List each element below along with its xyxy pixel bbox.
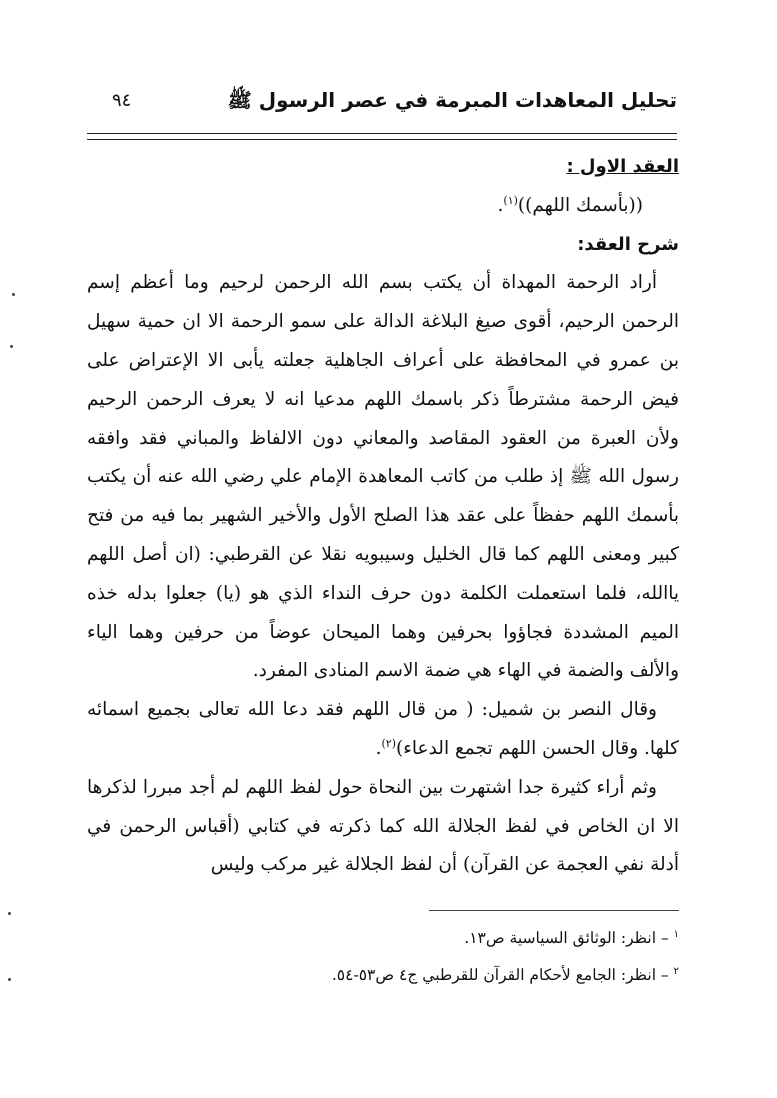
paragraph-3: وثم أراء كثيرة جدا اشتهرت بين النحاة حول لفظ اللهم لم أجد مبررا لذكرها الا ان الخاص في لفظ الجلالة الله كما ذكرته في كتابي (أقباس الرحمن في أدلة نفي العجمة عن القرآن) أن لفظ الجلالة غير مركب وليس [87,776,679,876]
footnote-ref-2[interactable]: (٢) [381,736,396,750]
body-text [87,148,679,885]
scan-speck [10,345,13,348]
footnote-mark-2: ٢ [673,966,679,978]
running-title: تحليل المعاهدات المبرمة في عصر الرسول ﷺ [227,88,677,112]
footnote-text-2: – انظر: الجامع لأحكام القرآن للقرطبي ج٤ ص٥٣-٥٤. [331,966,674,985]
footnote-text-1: – انظر: الوثائق السياسية ص١٣. [464,929,674,948]
paragraph-2-end: . [375,737,382,759]
footnotes [87,918,679,992]
header-rule-bottom [87,139,677,140]
quote-end: . [497,194,504,216]
page-number: ٩٤ [112,90,132,111]
footnote-1 [87,918,679,955]
footnote-separator [429,910,679,911]
paragraph-1: أراد الرحمة المهداة أن يكتب بسم الله الرحمن لرحيم وما أعظم إسم الرحمن الرحيم، أقوى صيغ البلاغة الدالة على سمو الرحمة الا ان حمية سهيل بن عمرو في المحافظة على أعراف الجاهلية جعلته يأبى الا الإعتراض على فيض الرحمة مشترطاً ذكر باسمك اللهم مدعيا انه لا يعرف الرحمن الرحيم ولأن العبرة من العقود المقاصد والمعاني دون الالفاظ والمباني فقد وافقه رسول الله ﷺ إذ طلب من كاتب المعاهدة الإمام علي رضي الله عنه أن يكتب بأسمك اللهم حفظاً على عقد هذا الصلح الأول والأخير الشهير بما فيه من فتح كبير ومعنى اللهم كما قال الخليل وسيبويه نقلا عن القرطبي: (ان أصل اللهم ياالله، فلما استعملت الكلمة دون حرف النداء الذي هو (يا) جعلوا بدله خذه الميم المشددة فجاؤوا بحرفين وهما الميحان عوضاً من حرفين وهما الياء والألف والضمة في الهاء هي ضمة الاسم المنادى المفرد. [87,272,679,682]
quote-text: ((بأسمك اللهم)) [517,194,643,216]
paragraph-2 [87,691,679,769]
section-heading: العقد الاول : [566,156,679,177]
contract-quote [87,187,679,226]
paragraph-2-text: وقال النصر بن شميل: ( من قال اللهم فقد دعا الله تعالى بجميع اسمائه كلها. وقال الحسن اللهم تجمع الدعاء) [87,699,679,759]
scan-speck [12,293,15,296]
footnote-ref-1[interactable]: (١) [503,193,518,207]
header-rule-top [87,133,677,134]
explanation-heading: شرح العقد: [577,233,679,255]
footnote-2 [87,955,679,992]
footnote-mark-1: ١ [673,929,679,940]
scan-speck [8,978,11,981]
scan-speck [8,912,11,915]
